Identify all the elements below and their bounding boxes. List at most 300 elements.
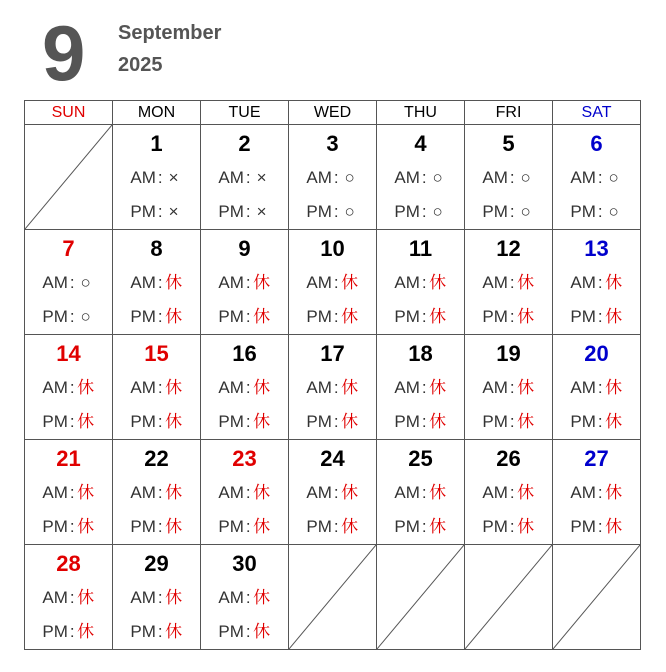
month-name: September: [118, 22, 222, 44]
pm-label: PM: [570, 517, 596, 536]
pm-slot: [113, 405, 200, 439]
pm-label: PM: [570, 412, 596, 431]
separator: :: [69, 378, 75, 397]
am-status: 休: [517, 273, 535, 292]
separator: :: [597, 273, 603, 292]
am-slot: [553, 476, 640, 510]
weekday-mon: MON: [113, 101, 201, 125]
weekday-header-row: [25, 101, 641, 125]
pm-status: ×: [256, 202, 267, 221]
separator: :: [69, 273, 75, 292]
pm-status: ○: [608, 202, 619, 221]
pm-status: 休: [253, 412, 271, 431]
separator: :: [421, 168, 427, 187]
pm-label: PM: [482, 412, 508, 431]
am-label: AM: [42, 273, 68, 292]
diagonal-strike: [553, 545, 640, 649]
am-status: 休: [605, 273, 623, 292]
pm-status: ×: [168, 202, 179, 221]
separator: :: [509, 412, 515, 431]
empty-day-cell: [289, 545, 377, 650]
separator: :: [597, 378, 603, 397]
separator: :: [245, 273, 251, 292]
am-label: AM: [394, 483, 420, 502]
separator: :: [157, 202, 163, 221]
pm-slot: [553, 510, 640, 544]
am-slot: [289, 371, 376, 405]
separator: :: [509, 273, 515, 292]
am-status: 休: [165, 588, 183, 607]
pm-label: PM: [218, 307, 244, 326]
pm-slot: [465, 195, 552, 229]
separator: :: [333, 307, 339, 326]
day-number: 24: [320, 446, 345, 471]
am-slot: [201, 476, 288, 510]
separator: :: [157, 273, 163, 292]
separator: :: [245, 307, 251, 326]
day-number: 30: [232, 551, 257, 576]
separator: :: [245, 588, 251, 607]
pm-slot: [553, 405, 640, 439]
separator: :: [69, 307, 75, 326]
separator: :: [157, 517, 163, 536]
separator: :: [509, 168, 515, 187]
am-slot: [113, 581, 200, 615]
am-slot: [113, 476, 200, 510]
separator: :: [421, 378, 427, 397]
day-cell: [113, 440, 201, 545]
am-status: 休: [341, 273, 359, 292]
pm-status: 休: [253, 307, 271, 326]
am-status: 休: [165, 483, 183, 502]
day-number: 6: [590, 131, 603, 156]
separator: :: [509, 378, 515, 397]
separator: :: [421, 412, 427, 431]
pm-slot: [201, 510, 288, 544]
am-status: 休: [429, 273, 447, 292]
am-label: AM: [482, 168, 508, 187]
am-slot: [25, 266, 112, 300]
empty-day-cell: [377, 545, 465, 650]
separator: :: [509, 307, 515, 326]
day-cell: [553, 440, 641, 545]
day-cell: [289, 335, 377, 440]
separator: :: [333, 517, 339, 536]
pm-label: PM: [218, 412, 244, 431]
separator: :: [245, 202, 251, 221]
day-number: 25: [408, 446, 433, 471]
am-status: ○: [432, 168, 443, 187]
weekday-fri: FRI: [465, 101, 553, 125]
day-number: 18: [408, 341, 433, 366]
day-number: 10: [320, 236, 345, 261]
pm-status: 休: [165, 622, 183, 641]
day-number: 28: [56, 551, 81, 576]
pm-label: PM: [42, 307, 68, 326]
day-cell: [201, 440, 289, 545]
pm-slot: [113, 510, 200, 544]
pm-status: 休: [165, 307, 183, 326]
pm-slot: [289, 510, 376, 544]
separator: :: [421, 483, 427, 502]
day-cell: [25, 545, 113, 650]
am-slot: [289, 266, 376, 300]
pm-status: ○: [344, 202, 355, 221]
pm-slot: [25, 510, 112, 544]
am-label: AM: [218, 588, 244, 607]
separator: :: [157, 168, 163, 187]
pm-label: PM: [394, 307, 420, 326]
pm-label: PM: [130, 622, 156, 641]
am-label: AM: [570, 168, 596, 187]
am-label: AM: [130, 168, 156, 187]
am-label: AM: [218, 483, 244, 502]
pm-label: PM: [42, 412, 68, 431]
pm-slot: [377, 195, 464, 229]
separator: :: [245, 412, 251, 431]
separator: :: [333, 483, 339, 502]
separator: :: [597, 168, 603, 187]
day-number: 20: [584, 341, 609, 366]
am-status: 休: [253, 588, 271, 607]
week-row: [25, 335, 641, 440]
pm-status: ○: [80, 307, 91, 326]
am-label: AM: [306, 273, 332, 292]
separator: :: [333, 412, 339, 431]
am-status: 休: [165, 378, 183, 397]
am-label: AM: [482, 378, 508, 397]
pm-status: 休: [605, 517, 623, 536]
pm-status: 休: [341, 412, 359, 431]
separator: :: [597, 412, 603, 431]
pm-slot: [289, 405, 376, 439]
day-cell: [113, 125, 201, 230]
day-number: 8: [150, 236, 163, 261]
separator: :: [245, 622, 251, 641]
day-number: 19: [496, 341, 521, 366]
pm-status: ○: [520, 202, 531, 221]
day-cell: [377, 125, 465, 230]
pm-slot: [553, 300, 640, 334]
am-label: AM: [130, 588, 156, 607]
day-cell: [201, 230, 289, 335]
separator: :: [509, 517, 515, 536]
am-status: 休: [253, 273, 271, 292]
am-slot: [289, 161, 376, 195]
weekday-wed: WED: [289, 101, 377, 125]
am-label: AM: [482, 483, 508, 502]
pm-label: PM: [130, 412, 156, 431]
day-cell: [465, 440, 553, 545]
pm-slot: [113, 300, 200, 334]
day-cell: [25, 440, 113, 545]
am-label: AM: [570, 378, 596, 397]
day-cell: [553, 125, 641, 230]
separator: :: [421, 273, 427, 292]
pm-label: PM: [218, 202, 244, 221]
am-label: AM: [130, 483, 156, 502]
pm-slot: [289, 195, 376, 229]
am-slot: [465, 266, 552, 300]
day-cell: [465, 125, 553, 230]
pm-label: PM: [218, 622, 244, 641]
pm-slot: [201, 405, 288, 439]
pm-label: PM: [394, 517, 420, 536]
pm-slot: [201, 615, 288, 649]
pm-slot: [289, 300, 376, 334]
day-number: 27: [584, 446, 609, 471]
day-number: 4: [414, 131, 427, 156]
am-slot: [25, 476, 112, 510]
am-label: AM: [218, 378, 244, 397]
weekday-sat: SAT: [553, 101, 641, 125]
am-status: 休: [77, 378, 95, 397]
pm-label: PM: [482, 307, 508, 326]
am-status: ○: [80, 273, 91, 292]
separator: :: [509, 202, 515, 221]
pm-label: PM: [130, 202, 156, 221]
pm-status: 休: [341, 307, 359, 326]
pm-label: PM: [306, 412, 332, 431]
day-cell: [113, 545, 201, 650]
am-slot: [377, 371, 464, 405]
am-label: AM: [306, 483, 332, 502]
pm-status: 休: [429, 307, 447, 326]
am-label: AM: [42, 588, 68, 607]
pm-label: PM: [482, 202, 508, 221]
am-status: 休: [341, 483, 359, 502]
am-label: AM: [130, 273, 156, 292]
day-number: 11: [408, 236, 433, 261]
am-slot: [377, 476, 464, 510]
diagonal-strike: [465, 545, 552, 649]
pm-status: ○: [432, 202, 443, 221]
pm-status: 休: [165, 412, 183, 431]
pm-status: 休: [429, 517, 447, 536]
separator: :: [333, 273, 339, 292]
day-number: 1: [150, 131, 163, 156]
am-status: 休: [341, 378, 359, 397]
am-label: AM: [306, 168, 332, 187]
pm-status: 休: [517, 307, 535, 326]
day-number: 3: [326, 131, 339, 156]
calendar-body: [25, 125, 641, 650]
day-cell: [377, 335, 465, 440]
am-status: 休: [77, 483, 95, 502]
am-slot: [465, 161, 552, 195]
year: 2025: [118, 54, 163, 76]
separator: :: [157, 412, 163, 431]
day-cell: [113, 335, 201, 440]
weekday-thu: THU: [377, 101, 465, 125]
separator: :: [245, 517, 251, 536]
am-label: AM: [394, 273, 420, 292]
separator: :: [509, 483, 515, 502]
am-status: 休: [517, 483, 535, 502]
empty-day-cell: [465, 545, 553, 650]
am-label: AM: [394, 378, 420, 397]
day-cell: [377, 230, 465, 335]
am-label: AM: [42, 378, 68, 397]
separator: :: [597, 517, 603, 536]
pm-slot: [553, 195, 640, 229]
day-cell: [377, 440, 465, 545]
am-status: ○: [608, 168, 619, 187]
pm-slot: [377, 405, 464, 439]
separator: :: [69, 483, 75, 502]
day-cell: [201, 125, 289, 230]
am-status: 休: [429, 378, 447, 397]
pm-slot: [113, 195, 200, 229]
separator: :: [333, 202, 339, 221]
day-cell: [553, 230, 641, 335]
separator: :: [157, 483, 163, 502]
pm-slot: [201, 300, 288, 334]
am-status: 休: [165, 273, 183, 292]
am-status: 休: [605, 378, 623, 397]
am-status: ○: [344, 168, 355, 187]
day-cell: [113, 230, 201, 335]
pm-status: 休: [253, 517, 271, 536]
day-cell: [289, 440, 377, 545]
day-number: 23: [232, 446, 257, 471]
pm-slot: [465, 405, 552, 439]
am-slot: [113, 371, 200, 405]
am-slot: [201, 266, 288, 300]
am-slot: [377, 161, 464, 195]
am-label: AM: [394, 168, 420, 187]
separator: :: [69, 622, 75, 641]
day-cell: [289, 230, 377, 335]
am-label: AM: [130, 378, 156, 397]
am-slot: [553, 266, 640, 300]
separator: :: [421, 307, 427, 326]
am-label: AM: [570, 273, 596, 292]
pm-status: 休: [605, 412, 623, 431]
separator: :: [333, 168, 339, 187]
pm-label: PM: [570, 307, 596, 326]
pm-label: PM: [306, 307, 332, 326]
pm-label: PM: [130, 307, 156, 326]
am-status: 休: [77, 588, 95, 607]
pm-status: 休: [77, 622, 95, 641]
empty-day-cell: [25, 125, 113, 230]
day-number: 9: [238, 236, 251, 261]
day-number: 29: [144, 551, 169, 576]
am-slot: [289, 476, 376, 510]
am-slot: [465, 371, 552, 405]
separator: :: [157, 622, 163, 641]
separator: :: [597, 483, 603, 502]
pm-slot: [25, 300, 112, 334]
am-slot: [113, 161, 200, 195]
diagonal-strike: [289, 545, 376, 649]
am-slot: [201, 371, 288, 405]
pm-status: 休: [341, 517, 359, 536]
day-cell: [553, 335, 641, 440]
weekday-sun: SUN: [25, 101, 113, 125]
separator: :: [69, 412, 75, 431]
am-label: AM: [306, 378, 332, 397]
separator: :: [421, 202, 427, 221]
am-status: ○: [520, 168, 531, 187]
pm-slot: [465, 510, 552, 544]
am-status: 休: [253, 378, 271, 397]
day-number: 13: [584, 236, 609, 261]
separator: :: [69, 517, 75, 536]
pm-label: PM: [570, 202, 596, 221]
week-row: [25, 545, 641, 650]
am-slot: [25, 371, 112, 405]
day-cell: [201, 545, 289, 650]
am-label: AM: [482, 273, 508, 292]
pm-status: 休: [517, 412, 535, 431]
separator: :: [157, 588, 163, 607]
day-number: 17: [320, 341, 345, 366]
am-slot: [25, 581, 112, 615]
pm-label: PM: [394, 202, 420, 221]
pm-slot: [113, 615, 200, 649]
day-number: 16: [232, 341, 257, 366]
separator: :: [421, 517, 427, 536]
am-status: ×: [168, 168, 179, 187]
day-number: 2: [238, 131, 251, 156]
day-cell: [465, 335, 553, 440]
pm-label: PM: [306, 517, 332, 536]
day-number: 14: [56, 341, 81, 366]
day-cell: [25, 335, 113, 440]
pm-label: PM: [42, 622, 68, 641]
day-number: 15: [144, 341, 169, 366]
pm-label: PM: [306, 202, 332, 221]
week-row: [25, 230, 641, 335]
week-row: [25, 440, 641, 545]
diagonal-strike: [377, 545, 464, 649]
separator: :: [157, 378, 163, 397]
am-label: AM: [218, 273, 244, 292]
separator: :: [245, 168, 251, 187]
separator: :: [157, 307, 163, 326]
am-label: AM: [42, 483, 68, 502]
day-number: 12: [496, 236, 521, 261]
pm-status: 休: [429, 412, 447, 431]
day-number: 26: [496, 446, 521, 471]
am-slot: [553, 371, 640, 405]
am-slot: [201, 161, 288, 195]
pm-label: PM: [130, 517, 156, 536]
day-number: 5: [502, 131, 515, 156]
am-status: 休: [605, 483, 623, 502]
separator: :: [333, 378, 339, 397]
am-label: AM: [570, 483, 596, 502]
pm-label: PM: [394, 412, 420, 431]
am-slot: [553, 161, 640, 195]
pm-status: 休: [517, 517, 535, 536]
am-slot: [377, 266, 464, 300]
day-cell: [289, 125, 377, 230]
day-number: 21: [56, 446, 81, 471]
pm-label: PM: [42, 517, 68, 536]
am-status: ×: [256, 168, 267, 187]
separator: :: [245, 378, 251, 397]
day-cell: [25, 230, 113, 335]
weekday-tue: TUE: [201, 101, 289, 125]
week-row: [25, 125, 641, 230]
pm-slot: [201, 195, 288, 229]
am-slot: [465, 476, 552, 510]
pm-status: 休: [77, 412, 95, 431]
pm-slot: [377, 300, 464, 334]
